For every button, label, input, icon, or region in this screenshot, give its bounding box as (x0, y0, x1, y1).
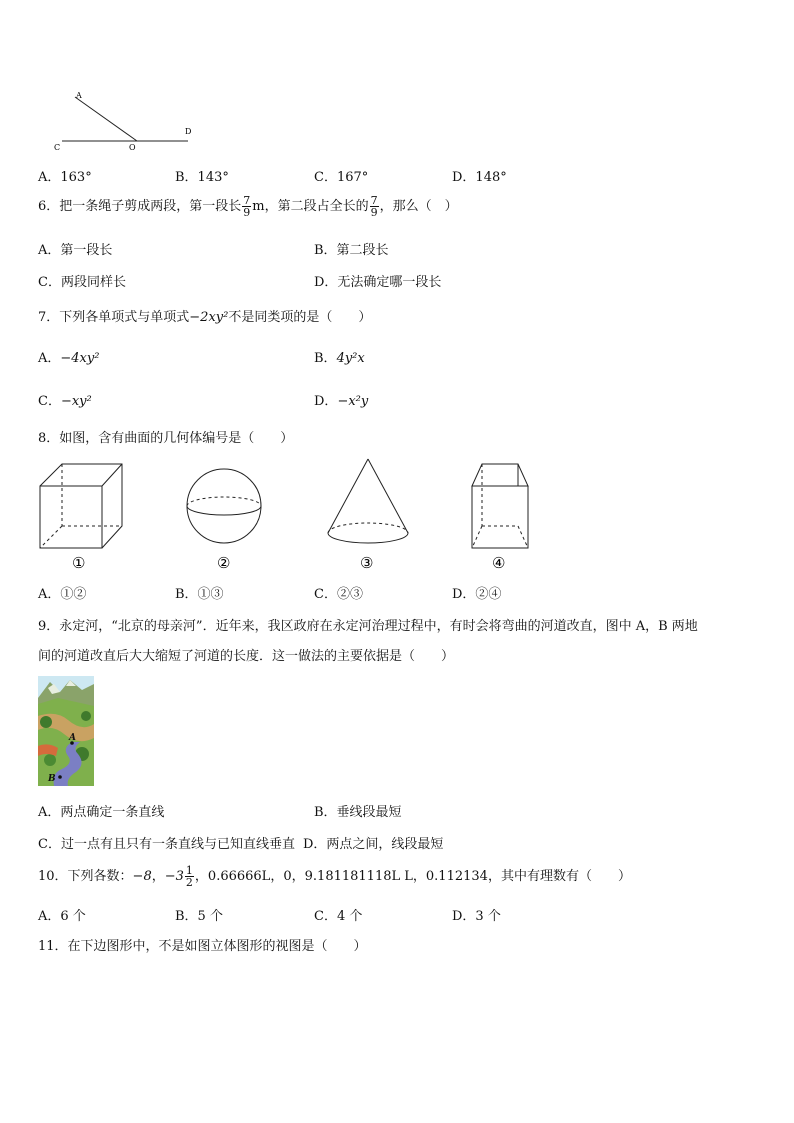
ray-oa (75, 97, 137, 141)
q6-stem-part1: 6．把一条绳子剪成两段，第一段长 (38, 199, 242, 214)
q7-stem (38, 306, 371, 325)
q10-option-d[interactable]: D．3 个 (452, 909, 501, 924)
q10-stem: 10．下列各数：−8，−3 $\frac{1}{2}$ ，0.66666L，0，9.181181118L L，0.112134，其中有理数有（ ） (38, 864, 631, 889)
q6-frac1-den: 9 (243, 206, 251, 219)
q9-option-d[interactable]: D．两点之间，线段最短 (303, 837, 444, 852)
q9-option-b[interactable]: B．垂线段最短 (314, 805, 402, 820)
q11-stem: 11．在下边图形中，不是如图立体图形的视图是（ ） (38, 939, 367, 954)
q6-stem (38, 195, 458, 218)
q6-stem-part2: m，第二段占全长的 (252, 199, 369, 214)
q9-option-a[interactable]: A．两点确定一条直线 (38, 805, 165, 820)
q10-num-4: 0 (283, 869, 292, 884)
q6-stem-part3: ，那么（ ） (379, 199, 458, 214)
q10-num-2-fraction: $\frac{1}{2}$ (185, 864, 193, 889)
q10-num-1: −8 (132, 869, 152, 884)
shape-label-1: ① (72, 554, 86, 572)
q5-option-c[interactable]: C．167° (314, 170, 369, 185)
q9-option-c[interactable]: C．过一点有且只有一条直线与已知直线垂直 (38, 837, 295, 852)
q10-num-6: 0.112134 (425, 869, 488, 884)
q6-option-d[interactable]: D．无法确定哪一段长 (314, 275, 442, 290)
map-label-b: B (48, 774, 56, 784)
q9-stem-line1: 9．永定河，“北京的母亲河”．近年来，我区政府在永定河治理过程中，有时会将弯曲的河道改直，图中 A，B 两地 (38, 619, 698, 634)
q6-frac2-num: 7 (370, 194, 378, 207)
q8-option-a[interactable]: A．①② (38, 587, 87, 602)
q7-stem-part1: 7．下列各单项式与单项式 (38, 310, 190, 325)
q6-option-b[interactable]: B．第二段长 (314, 243, 389, 258)
label-c: C (54, 143, 61, 152)
q10-stem-part2: ，其中有理数有（ ） (487, 869, 631, 884)
q6-frac1-num: 7 (243, 194, 251, 207)
q10-stem-part1: 10．下列各数： (38, 869, 133, 884)
label-d: D (185, 127, 192, 136)
q6-option-c[interactable]: C．两段同样长 (38, 275, 126, 290)
q6-fraction-1 (242, 195, 251, 218)
shape-label-2: ② (217, 554, 231, 572)
shape-label-4: ④ (492, 554, 506, 572)
prism-figure (466, 460, 538, 572)
river-map-illustration (38, 676, 94, 786)
q7-option-a[interactable]: A．−4xy² (38, 351, 100, 366)
q10-option-a[interactable]: A．6 个 (38, 909, 86, 924)
q7-option-b[interactable]: B．4y²x (314, 351, 365, 366)
q10-num-2-whole: −3 (164, 869, 184, 884)
point-b-dot (58, 775, 62, 779)
cone-figure (322, 455, 414, 572)
q9-stem-line2: 间的河道改直后大大缩短了河道的长度．这一做法的主要依据是（ ） (38, 649, 455, 664)
q6-option-a[interactable]: A．第一段长 (38, 243, 113, 258)
q8-option-c[interactable]: C．②③ (314, 587, 363, 602)
q8-option-d[interactable]: D．②④ (452, 587, 502, 602)
shape-label-3: ③ (360, 554, 374, 572)
label-a: A (76, 91, 82, 100)
q10-option-b[interactable]: B．5 个 (175, 909, 223, 924)
angle-figure (40, 88, 210, 152)
q10-option-c[interactable]: C．4 个 (314, 909, 363, 924)
q5-option-d[interactable]: D．148° (452, 170, 507, 185)
q7-monomial: −2xy² (189, 310, 229, 325)
label-o: O (129, 143, 136, 152)
q5-option-a[interactable]: A．163° (38, 170, 92, 185)
sphere-figure (182, 460, 274, 572)
q6-fraction-2 (370, 195, 379, 218)
cube-figure (36, 460, 128, 572)
map-label-a: A (69, 733, 76, 743)
q8-stem: 8．如图，含有曲面的几何体编号是（ ） (38, 431, 294, 446)
q8-option-b[interactable]: B．①③ (175, 587, 224, 602)
q10-num-5: 9.181181118L L (304, 869, 413, 884)
q10-num-3: 0.66666L (207, 869, 271, 884)
q7-option-d[interactable]: D．−x²y (314, 394, 369, 409)
q6-frac2-den: 9 (370, 206, 378, 219)
q5-option-b[interactable]: B．143° (175, 170, 229, 185)
q7-option-c[interactable]: C．−xy² (38, 394, 92, 409)
q7-stem-part2: 不是同类项的是（ ） (228, 310, 372, 325)
